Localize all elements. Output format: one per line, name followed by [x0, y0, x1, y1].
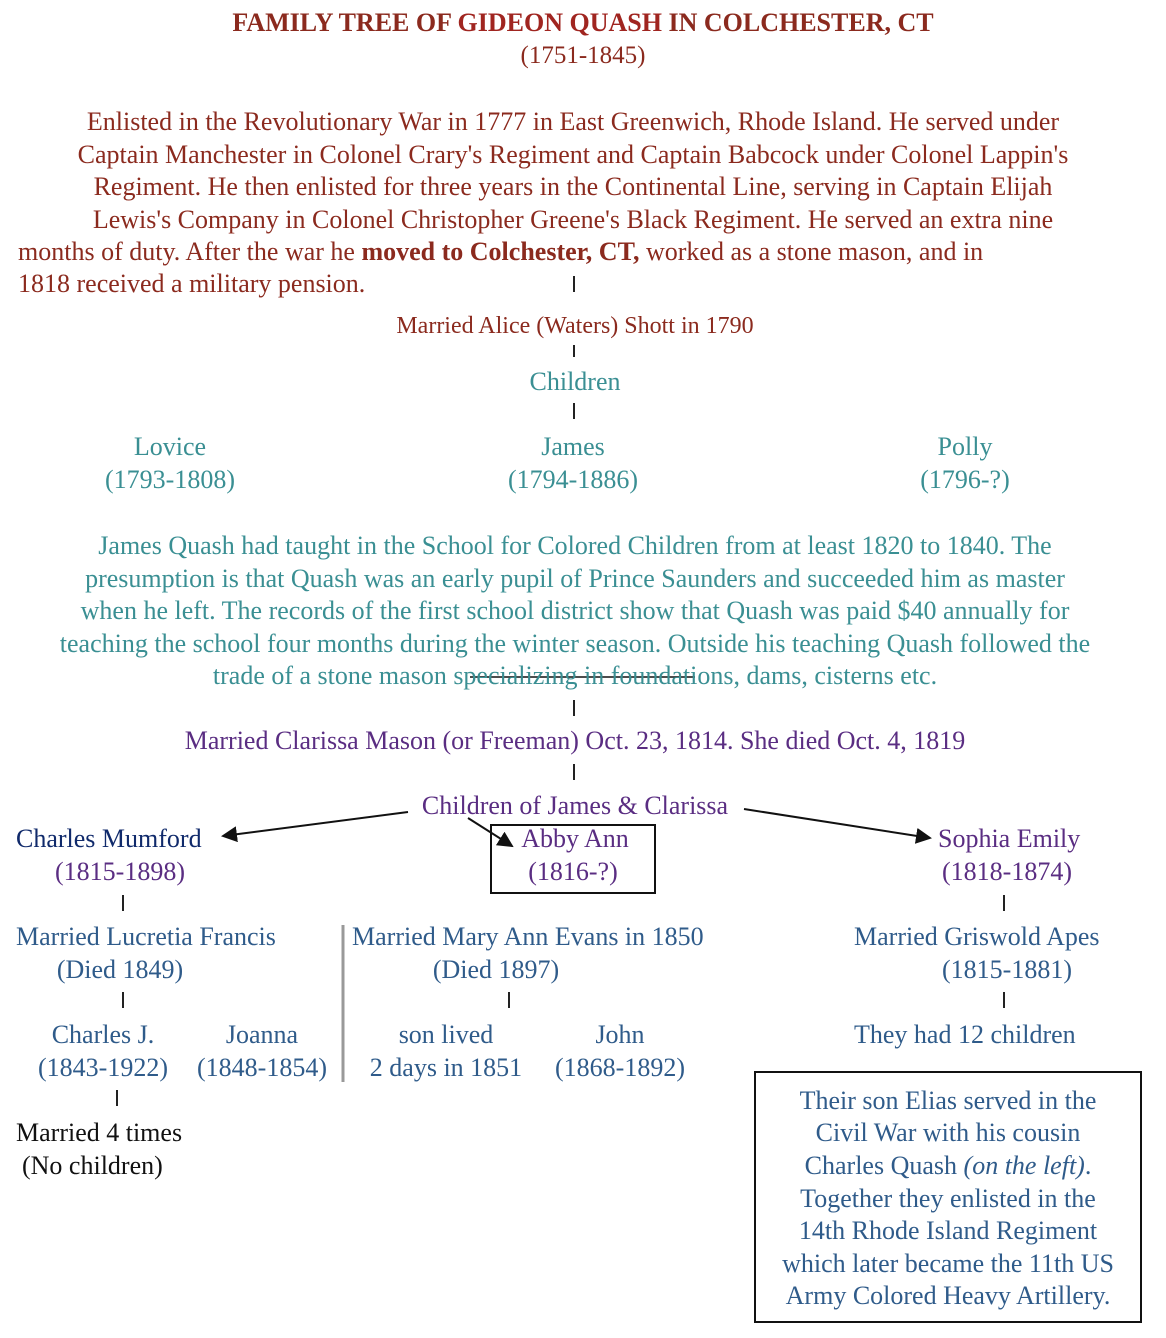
james-marriage: Married Clarissa Mason (or Freeman) Oct. 23, 1814. She died Oct. 4, 1819	[184, 726, 966, 755]
elias-note-line-7: Army Colored Heavy Artillery.	[785, 1281, 1111, 1310]
elias-note-line-3c: .	[1084, 1151, 1092, 1180]
title-name: GIDEON QUASH	[457, 8, 662, 37]
child-polly-name: Polly	[937, 432, 993, 461]
connector-tick	[1003, 992, 1005, 1008]
child-lovice-name: Lovice	[133, 432, 207, 461]
elias-note-line-2: Civil War with his cousin	[815, 1118, 1081, 1147]
elias-note-line-1: Their son Elias served in the	[799, 1086, 1097, 1115]
connector-tick	[573, 276, 575, 292]
child-charles-j-name: Charles J.	[51, 1020, 155, 1049]
elias-note-line-3a: Charles Quash	[804, 1151, 964, 1180]
bio5-b: worked as a stone mason, and in	[639, 237, 984, 266]
abby-name: Abby Ann	[521, 824, 629, 853]
connector-tick	[508, 992, 510, 1008]
bio5-a: months of duty. After the war he	[18, 237, 362, 266]
elias-note-line-4: Together they enlisted in the	[800, 1184, 1096, 1213]
child-charles-j-dates: (1843-1922)	[38, 1053, 168, 1082]
sophia-marriage: Married Griswold Apes	[854, 922, 1100, 951]
james-children-label: Children of James & Clarissa	[421, 791, 729, 820]
child-lovice-dates: (1793-1808)	[105, 465, 235, 494]
connector-tick	[122, 895, 124, 911]
gideon-marriage: Married Alice (Waters) Shott in 1790	[396, 313, 754, 339]
sophia-children-note: They had 12 children	[854, 1020, 1076, 1049]
elias-note-line-6: which later became the 11th US	[782, 1249, 1114, 1278]
charles-j-note-1: Married 4 times	[16, 1118, 183, 1147]
children-label: Children	[529, 367, 621, 396]
child-john-dates: (1868-1892)	[555, 1053, 685, 1082]
connector-tick	[122, 992, 124, 1008]
sophia-name: Sophia Emily	[938, 824, 1081, 853]
elias-note-line-5: 14th Rhode Island Regiment	[798, 1216, 1098, 1245]
charles-marriage-2-note: (Died 1897)	[432, 955, 560, 984]
child-john-name: John	[595, 1020, 645, 1049]
child-son-name: son lived	[398, 1020, 494, 1049]
james-bio-line-3: when he left. The records of the first school district show that Quash was paid $40 annually for	[80, 596, 1070, 625]
title-prefix: FAMILY TREE OF	[232, 8, 458, 37]
gideon-bio-line-4: Lewis's Company in Colonel Christopher Greene's Black Regiment. He served an extra nine	[92, 205, 1054, 234]
charles-marriage-1-note: (Died 1849)	[56, 955, 184, 984]
elias-note-line-3	[754, 1151, 1142, 1181]
title-suffix: IN COLCHESTER, CT	[661, 8, 934, 37]
gideon-bio-line-3: Regiment. He then enlisted for three years in the Continental Line, serving in Captain Elijah	[93, 172, 1053, 201]
connector-tick	[573, 345, 575, 357]
abby-dates: (1816-?)	[528, 857, 618, 886]
charles-name: Charles Mumford	[16, 824, 202, 853]
gideon-dates: (1751-1845)	[520, 42, 646, 69]
james-bio-line-4: teaching the school four months during the winter season. Outside his teaching Quash followed the	[59, 629, 1091, 658]
charles-marriage-1: Married Lucretia Francis	[16, 922, 276, 951]
child-son-dates: 2 days in 1851	[369, 1053, 523, 1082]
connector-tick	[573, 764, 575, 780]
charles-marriage-2: Married Mary Ann Evans in 1850	[352, 922, 704, 951]
charles-dates: (1815-1898)	[55, 857, 185, 886]
connector-tick	[573, 403, 575, 419]
child-polly-dates: (1796-?)	[920, 465, 1010, 494]
gideon-bio-line-2: Captain Manchester in Colonel Crary's Regiment and Captain Babcock under Colonel Lappin's	[77, 140, 1069, 169]
child-joanna-dates: (1848-1854)	[197, 1053, 327, 1082]
gideon-bio-line-1: Enlisted in the Revolutionary War in 1777 in East Greenwich, Rhode Island. He served under	[86, 107, 1060, 136]
sophia-dates: (1818-1874)	[942, 857, 1072, 886]
bio5-bold: moved to Colchester, CT,	[361, 237, 640, 266]
james-bio-line-5: trade of a stone mason specializing in foundations, dams, cisterns etc.	[212, 661, 938, 690]
connector-tick	[116, 1090, 118, 1106]
elias-note-line-3b: (on the left)	[963, 1151, 1085, 1180]
child-joanna-name: Joanna	[225, 1020, 299, 1049]
child-james-name: James	[541, 432, 605, 461]
child-james-dates: (1794-1886)	[508, 465, 638, 494]
connector-tick	[573, 700, 575, 716]
charles-j-note-2: (No children)	[22, 1151, 163, 1180]
connector-tick	[1003, 895, 1005, 911]
page-title	[0, 8, 1166, 38]
james-bio-line-2: presumption is that Quash was an early pupil of Prince Saunders and succeeded him as master	[85, 564, 1065, 593]
gideon-bio-line-6: 1818 received a military pension.	[18, 269, 366, 298]
james-bio-line-1: James Quash had taught in the School for Colored Children from at least 1820 to 1840. The	[98, 531, 1052, 560]
sophia-marriage-dates: (1815-1881)	[942, 955, 1072, 984]
gideon-bio-line-5	[18, 237, 983, 267]
